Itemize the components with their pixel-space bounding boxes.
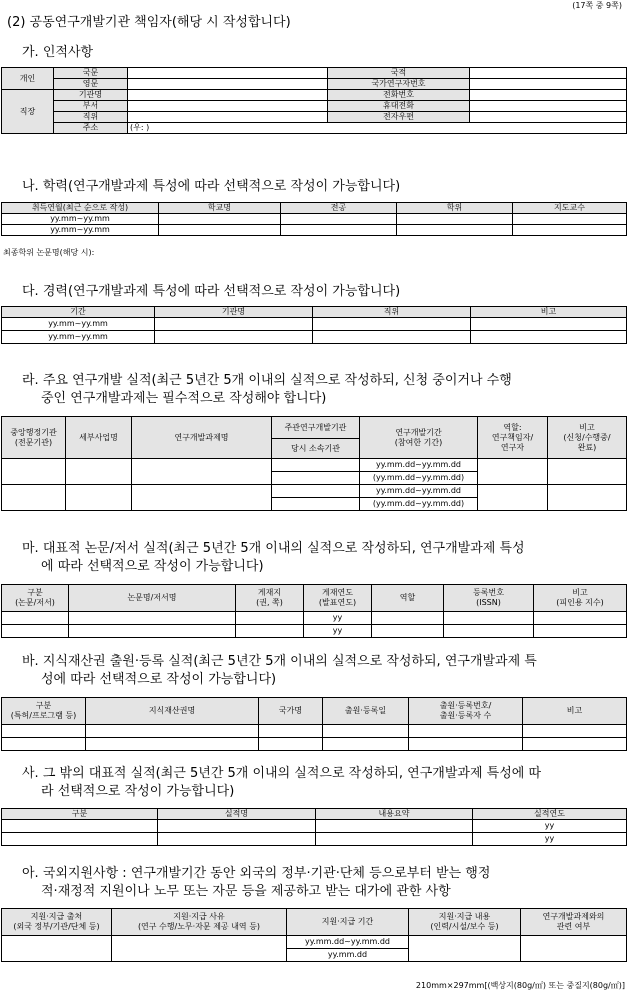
cell-org[interactable] xyxy=(155,331,313,344)
table-row xyxy=(2,936,627,949)
table-row xyxy=(2,459,627,472)
input-nationality[interactable] xyxy=(470,68,627,79)
publications-table xyxy=(1,584,627,638)
header-source: 지원·지급 출처 (외국 정부/기관/단체 등) xyxy=(2,909,112,936)
cell-issn[interactable] xyxy=(444,625,534,638)
cell-period[interactable]: yy.mm~yy.mm xyxy=(2,318,155,331)
header-project: 연구개발과제명 xyxy=(132,417,272,459)
foreign-support-table xyxy=(1,908,627,962)
cell-reg-no[interactable] xyxy=(409,738,523,751)
cell-period-date[interactable]: yy.mm.dd xyxy=(287,949,409,962)
header-journal: 게재지 (권, 쪽) xyxy=(236,585,304,612)
input-address[interactable]: (우: ) xyxy=(128,123,627,134)
cell-year[interactable]: yy xyxy=(473,833,627,846)
other-achievements-table xyxy=(1,808,627,846)
input-tel[interactable] xyxy=(470,90,627,101)
cell-title[interactable] xyxy=(69,625,236,638)
table-row xyxy=(2,833,627,846)
table-row xyxy=(2,225,627,236)
header-type: 구분 (특허/프로그램 등) xyxy=(2,698,86,725)
header-role: 역할: 연구책임자/ 연구자 xyxy=(478,417,548,459)
cell-name[interactable] xyxy=(158,820,316,833)
header-reason: 지원·지급 사유 (연구 수행/노무·자문 제공 내역 등) xyxy=(112,909,287,936)
cell-school[interactable] xyxy=(159,225,281,236)
cell-country[interactable] xyxy=(259,738,323,751)
cell-affiliation[interactable] xyxy=(272,472,360,485)
table-row xyxy=(2,331,627,344)
label-workplace: 직장 xyxy=(2,90,54,134)
cell-note[interactable] xyxy=(471,318,627,331)
cell-period[interactable]: yy.mm.dd~yy.mm.dd xyxy=(360,485,478,498)
cell-note[interactable] xyxy=(548,459,627,485)
cell-major[interactable] xyxy=(281,214,397,225)
education-table xyxy=(1,202,627,236)
cell-position[interactable] xyxy=(313,331,471,344)
header-issn: 등록번호 (ISSN) xyxy=(444,585,534,612)
label-address: 주소 xyxy=(54,123,128,134)
header-period: 지원·지급 기간 xyxy=(287,909,409,936)
cell-ip-name[interactable] xyxy=(86,725,259,738)
table-row xyxy=(2,625,627,638)
cell-type[interactable] xyxy=(2,833,158,846)
cell-degree[interactable] xyxy=(397,214,513,225)
cell-advisor[interactable] xyxy=(513,214,627,225)
heading-line-1: 마. 대표적 논문/저서 실적(최근 5년간 5개 이내의 실적으로 작성하되, 연구개발과제 특성 xyxy=(22,541,525,556)
cell-role[interactable] xyxy=(372,612,444,625)
input-researcher-no[interactable] xyxy=(470,79,627,90)
cell-role[interactable] xyxy=(478,459,548,485)
header-title: 논문명/저서명 xyxy=(69,585,236,612)
header-acquired-date: 취득연월(최근 순으로 작성) xyxy=(2,203,159,214)
cell-reg-no[interactable] xyxy=(409,725,523,738)
cell-note[interactable] xyxy=(534,612,627,625)
input-mobile[interactable] xyxy=(470,101,627,112)
rnd-record-table xyxy=(1,416,627,511)
input-english-name[interactable] xyxy=(128,79,328,90)
cell-title[interactable] xyxy=(69,612,236,625)
heading-other-achievements xyxy=(22,765,622,801)
table-row xyxy=(2,725,627,738)
label-personal: 개인 xyxy=(2,68,54,90)
cell-school[interactable] xyxy=(159,214,281,225)
cell-period[interactable]: yy.mm~yy.mm xyxy=(2,214,159,225)
header-org: 기관명 xyxy=(155,307,313,318)
table-row xyxy=(2,820,627,833)
header-reg-no: 출원·등록번호/ 출원·등록자 수 xyxy=(409,698,523,725)
cell-lead-org[interactable] xyxy=(272,459,360,472)
cell-journal[interactable] xyxy=(236,612,304,625)
cell-org[interactable] xyxy=(155,318,313,331)
heading-line-1: 사. 그 밖의 대표적 실적(최근 5년간 5개 이내의 실적으로 작성하되, 연구개발과제 특성에 따 xyxy=(22,766,541,781)
cell-year[interactable]: yy xyxy=(473,820,627,833)
cell-ministry[interactable] xyxy=(2,485,66,511)
heading-line-2: 적·재정적 지원이나 노무 또는 자문 등을 제공하고 받는 대가에 관한 사항 xyxy=(41,884,451,899)
cell-note[interactable] xyxy=(534,625,627,638)
header-major: 전공 xyxy=(281,203,397,214)
label-nationality: 국적 xyxy=(328,68,470,79)
label-org: 기관명 xyxy=(54,90,128,101)
cell-project[interactable] xyxy=(132,459,272,485)
label-position: 직위 xyxy=(54,112,128,123)
header-advisor: 지도교수 xyxy=(513,203,627,214)
table-row xyxy=(2,318,627,331)
cell-country[interactable] xyxy=(259,725,323,738)
heading-personal-info: 가. 인적사항 xyxy=(22,45,94,60)
cell-year[interactable]: yy xyxy=(304,612,372,625)
heading-line-1: 라. 주요 연구개발 실적(최근 5년간 5개 이내의 실적으로 작성하되, 신청 중이거나 수행 xyxy=(22,373,512,388)
input-dept[interactable] xyxy=(128,101,328,112)
header-school: 학교명 xyxy=(159,203,281,214)
heading-education: 나. 학력(연구개발과제 특성에 따라 선택적으로 작성이 가능합니다) xyxy=(22,179,401,194)
cell-position[interactable] xyxy=(313,318,471,331)
heading-line-2: 에 따라 선택적으로 작성이 가능합니다) xyxy=(41,559,264,574)
page-number: (17쪽 중 9쪽) xyxy=(572,1,622,10)
heading-line-2: 성에 따라 선택적으로 작성이 가능합니다) xyxy=(41,672,277,687)
input-email[interactable] xyxy=(470,112,627,123)
cell-relation[interactable] xyxy=(521,936,627,962)
header-content: 지원·지급 내용 (인력/시설/보수 등) xyxy=(409,909,521,936)
header-note: 비고 xyxy=(523,698,627,725)
cell-degree[interactable] xyxy=(397,225,513,236)
cell-lead-org[interactable] xyxy=(272,485,360,498)
header-rnd-period: 연구개발기간 (참여한 기간) xyxy=(360,417,478,459)
label-tel: 전화번호 xyxy=(328,90,470,101)
heading-line-2: 라 선택적으로 작성이 가능합니다) xyxy=(41,784,235,799)
cell-content[interactable] xyxy=(409,936,521,962)
cell-ip-name[interactable] xyxy=(86,738,259,751)
cell-project[interactable] xyxy=(132,485,272,511)
header-summary: 내용요약 xyxy=(316,809,473,820)
cell-program[interactable] xyxy=(66,459,132,485)
cell-period[interactable]: yy.mm~yy.mm xyxy=(2,225,159,236)
cell-reason[interactable] xyxy=(112,936,287,962)
career-table xyxy=(1,306,627,344)
label-korean-name: 국문 xyxy=(54,68,128,79)
cell-source[interactable] xyxy=(2,936,112,962)
cell-advisor[interactable] xyxy=(513,225,627,236)
cell-summary[interactable] xyxy=(316,833,473,846)
personal-info-table xyxy=(1,67,627,134)
input-korean-name[interactable] xyxy=(128,68,328,79)
header-type: 구분 (논문/저서) xyxy=(2,585,69,612)
header-country: 국가명 xyxy=(259,698,323,725)
cell-year[interactable]: yy xyxy=(304,625,372,638)
heading-line-2: 중인 연구개발과제는 필수적으로 작성해야 합니다) xyxy=(41,391,327,406)
cell-issn[interactable] xyxy=(444,612,534,625)
heading-ip xyxy=(22,653,622,689)
input-org[interactable] xyxy=(128,90,328,101)
heading-rnd-record xyxy=(22,372,622,408)
cell-note[interactable] xyxy=(548,485,627,511)
cell-type[interactable] xyxy=(2,820,158,833)
label-english-name: 영문 xyxy=(54,79,128,90)
header-year: 실적연도 xyxy=(473,809,627,820)
cell-note[interactable] xyxy=(523,725,627,738)
section-title: (2) 공동연구개발기관 책임자(해당 시 작성합니다) xyxy=(7,15,291,30)
label-email: 전자우편 xyxy=(328,112,470,123)
cell-type[interactable] xyxy=(2,625,69,638)
cell-journal[interactable] xyxy=(236,625,304,638)
header-period: 기간 xyxy=(2,307,155,318)
cell-type[interactable] xyxy=(2,738,86,751)
heading-line-1: 바. 지식재산권 출원·등록 실적(최근 5년간 5개 이내의 실적으로 작성하되, 연구개발과제 특 xyxy=(22,654,537,669)
header-note: 비고 (신청/수행중/ 완료) xyxy=(548,417,627,459)
label-researcher-no: 국가연구자번호 xyxy=(328,79,470,90)
input-position[interactable] xyxy=(128,112,328,123)
cell-role[interactable] xyxy=(478,485,548,511)
header-relation: 연구개발과제와의 관련 여부 xyxy=(521,909,627,936)
label-dept: 부서 xyxy=(54,101,128,112)
header-position: 직위 xyxy=(313,307,471,318)
table-row xyxy=(2,612,627,625)
ip-table xyxy=(1,697,627,751)
cell-summary[interactable] xyxy=(316,820,473,833)
header-type: 구분 xyxy=(2,809,158,820)
cell-note[interactable] xyxy=(471,331,627,344)
cell-period[interactable]: yy.mm~yy.mm xyxy=(2,331,155,344)
table-row xyxy=(2,485,627,498)
header-affiliation: 당시 소속기관 xyxy=(272,439,360,459)
header-name: 실적명 xyxy=(158,809,316,820)
cell-note[interactable] xyxy=(523,738,627,751)
cell-period-participated[interactable]: (yy.mm.dd~yy.mm.dd) xyxy=(360,472,478,485)
heading-line-1: 아. 국외지원사항 : 연구개발기간 동안 외국의 정부·기관·단체 등으로부터 받는 행정 xyxy=(22,866,491,881)
header-note: 비고 (피인용 지수) xyxy=(534,585,627,612)
cell-period[interactable]: yy.mm.dd~yy.mm.dd xyxy=(360,459,478,472)
header-ministry: 중앙행정기관 (전문기관) xyxy=(2,417,66,459)
cell-name[interactable] xyxy=(158,833,316,846)
cell-date[interactable] xyxy=(323,738,409,751)
cell-period-participated[interactable]: (yy.mm.dd~yy.mm.dd) xyxy=(360,498,478,511)
header-date: 출원·등록일 xyxy=(323,698,409,725)
header-program: 세부사업명 xyxy=(66,417,132,459)
header-note: 비고 xyxy=(471,307,627,318)
cell-major[interactable] xyxy=(281,225,397,236)
cell-type[interactable] xyxy=(2,725,86,738)
thesis-note: 최종학위 논문명(해당 시): xyxy=(3,248,95,257)
cell-affiliation[interactable] xyxy=(272,498,360,511)
table-row xyxy=(2,738,627,751)
cell-period[interactable]: yy.mm.dd~yy.mm.dd xyxy=(287,936,409,949)
heading-foreign-support xyxy=(22,865,622,901)
cell-date[interactable] xyxy=(323,725,409,738)
table-row xyxy=(2,214,627,225)
heading-publications xyxy=(22,540,622,576)
paper-spec-footer: 210mm×297mm[(백상지(80g/㎡) 또는 중질지(80g/㎡)] xyxy=(415,981,625,990)
header-degree: 학위 xyxy=(397,203,513,214)
cell-program[interactable] xyxy=(66,485,132,511)
label-mobile: 휴대전화 xyxy=(328,101,470,112)
cell-type[interactable] xyxy=(2,612,69,625)
cell-role[interactable] xyxy=(372,625,444,638)
header-year: 게재연도 (발표연도) xyxy=(304,585,372,612)
header-role: 역할 xyxy=(372,585,444,612)
cell-ministry[interactable] xyxy=(2,459,66,485)
header-lead-org: 주관연구개발기관 xyxy=(272,417,360,439)
header-ip-name: 지식재산권명 xyxy=(86,698,259,725)
heading-career: 다. 경력(연구개발과제 특성에 따라 선택적으로 작성이 가능합니다) xyxy=(22,284,401,299)
